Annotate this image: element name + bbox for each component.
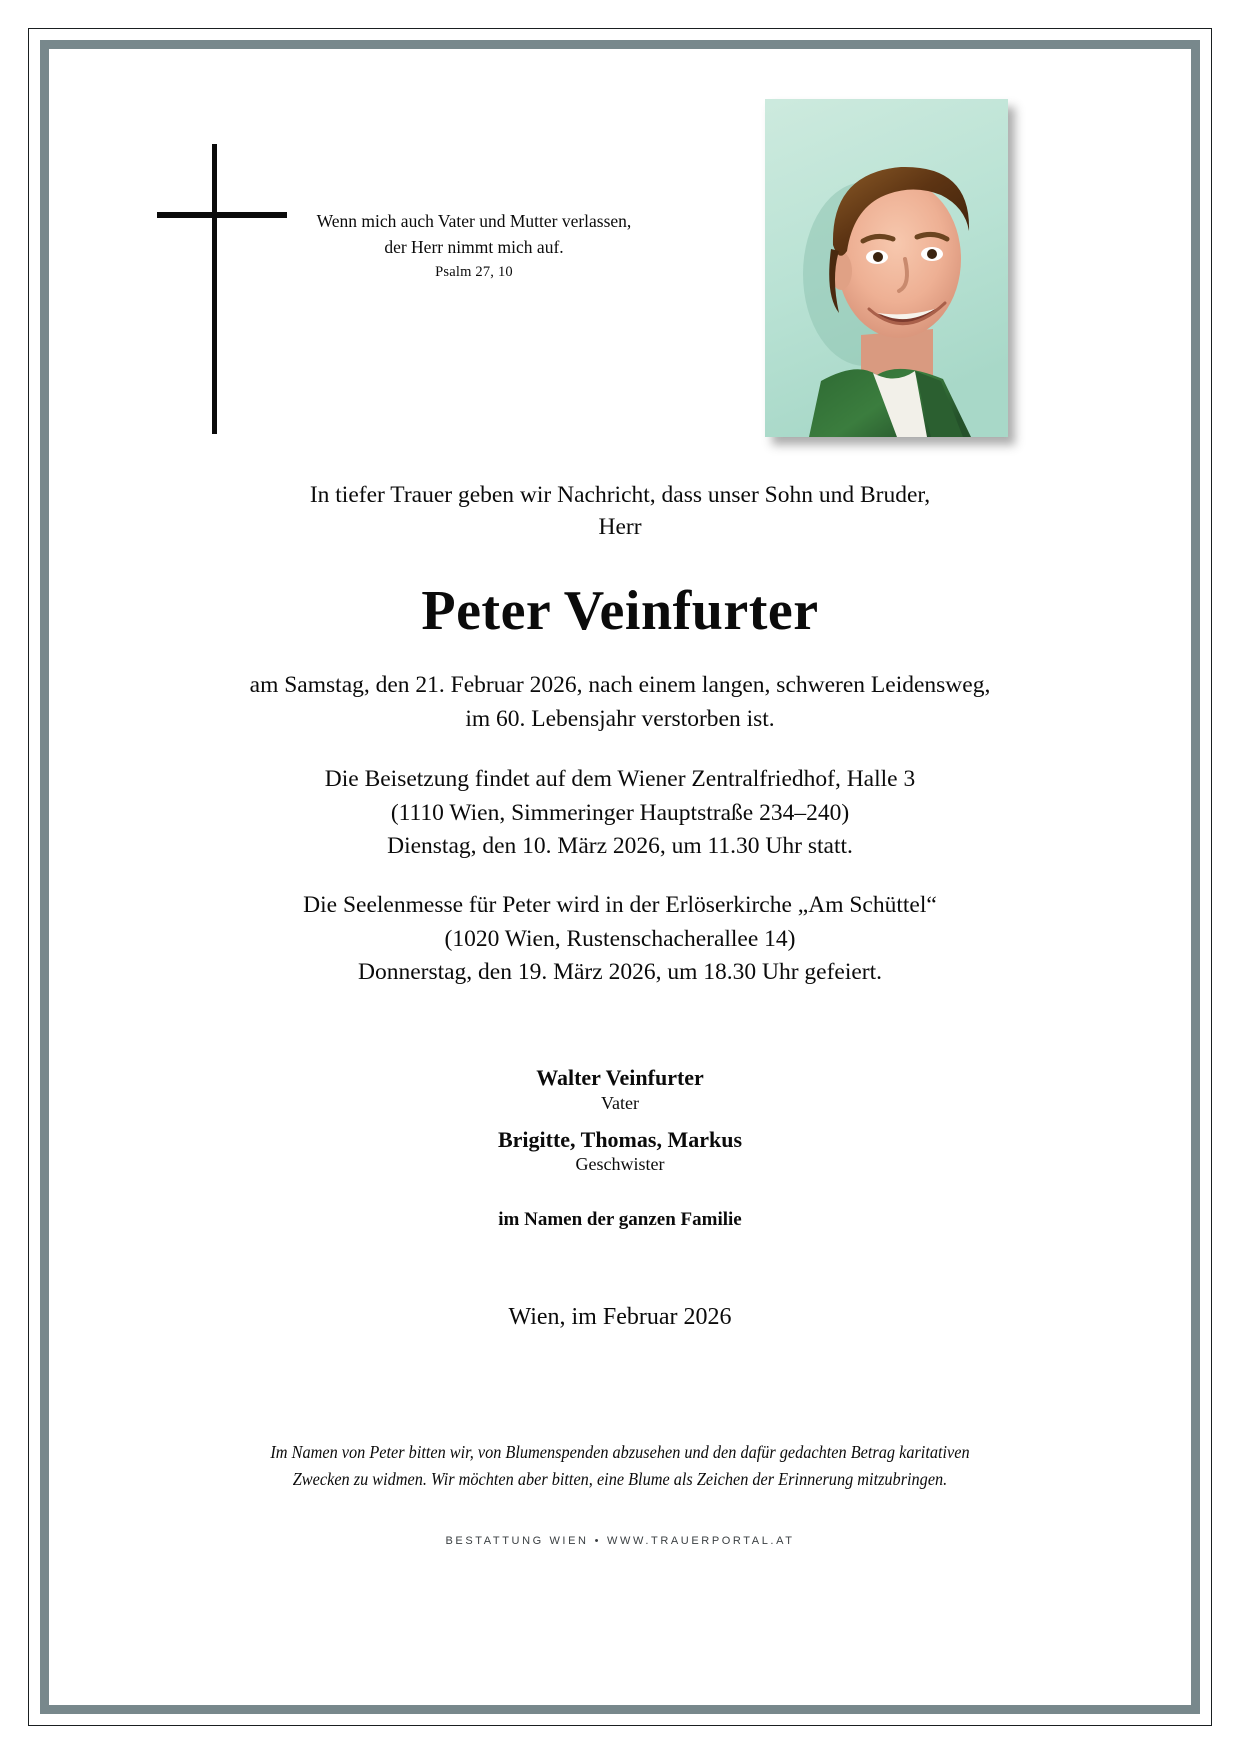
mass-line-2: (1020 Wien, Rustenschacherallee 14) [444,925,796,952]
death-line-2: im 60. Lebensjahr verstorben ist. [465,705,775,732]
note-line-1: Im Namen von Peter bitten wir, von Blumenspenden abzusehen und den dafür gedachten Betrag karitativen [270,1442,970,1462]
family-member-relation: Vater [601,1092,639,1113]
deceased-name: Peter Veinfurter [421,579,819,642]
family-block [49,1064,1191,1231]
footer-website[interactable]: WWW.TRAUERPORTAL.AT [607,1535,795,1547]
note-line-2: Zwecken zu widmen. Wir möchten aber bitten, eine Blume als Zeichen der Erinnerung mitzubringen. [292,1468,948,1489]
burial-line-2: (1110 Wien, Simmeringer Hauptstraße 234–240) [390,799,850,826]
lead-line-1: In tiefer Trauer geben wir Nachricht, dass unser Sohn und Bruder, [309,482,931,508]
quote-source: Psalm 27, 10 [435,264,513,281]
lead-text [49,479,1191,544]
family-member-name: Brigitte, Thomas, Markus [497,1126,743,1152]
family-member-relation: Geschwister [575,1154,665,1175]
footer-separator-dot: • [594,1535,602,1547]
family-closing-text: im Namen der ganzen Familie [498,1208,742,1230]
announcement-block [49,479,1191,989]
burial-line-1: Die Beisetzung findet auf dem Wiener Zentralfriedhof, Halle 3 [324,766,916,793]
mass-line-3: Donnerstag, den 19. März 2026, um 18.30 Uhr gefeiert. [357,958,883,985]
cross-vertical-bar [212,144,217,434]
mass-line-1: Die Seelenmesse für Peter wird in der Erlöserkirche „Am Schüttel“ [303,892,937,919]
burial-line-3: Dienstag, den 10. März 2026, um 11.30 Uhr statt. [387,832,853,859]
quote-line-2: der Herr nimmt mich auf. [384,236,564,257]
lead-line-2: Herr [598,514,642,541]
place-and-date: Wien, im Februar 2026 [508,1304,732,1330]
footer-attribution [49,1535,1191,1547]
latin-cross-icon [157,144,287,434]
portrait-photo [765,99,1008,437]
quote-line-1: Wenn mich auch Vater und Mutter verlassen, [316,211,632,231]
death-line-1: am Samstag, den 21. Februar 2026, nach einem langen, schweren Leidensweg, [249,672,991,699]
flower-donation-note [201,1439,1040,1492]
bible-quote [264,209,684,284]
family-member-name: Walter Veinfurter [536,1065,704,1090]
mass-info [49,889,1191,989]
parte-content [49,49,1191,1705]
burial-info [49,763,1191,863]
death-info [49,669,1191,736]
footer-company: BESTATTUNG WIEN [445,1535,589,1547]
